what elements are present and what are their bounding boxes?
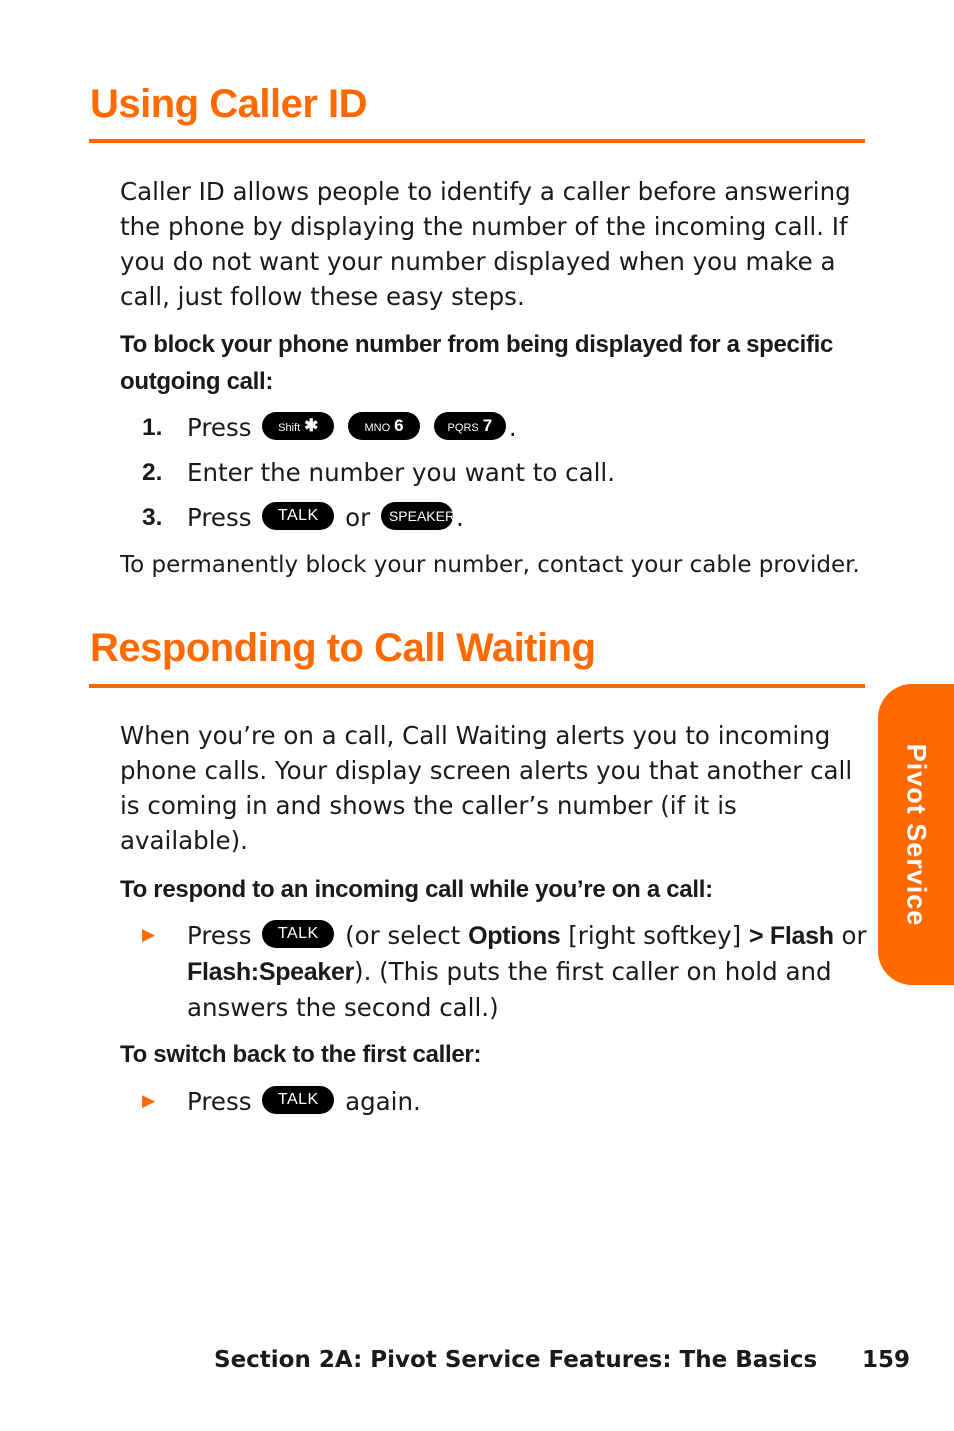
step-number: 3.: [142, 504, 163, 531]
talk-key-icon: TALK: [262, 502, 334, 530]
step-text: Enter the number you want to call.: [187, 458, 615, 487]
section-title-call-waiting: Responding to Call Waiting: [90, 626, 596, 670]
talk-key-icon: TALK: [262, 920, 334, 948]
caller-id-intro: Caller ID allows people to identify a caller before answering the phone by displaying the number of the incoming call. If you do not want your number displayed when you make a call, just follow these easy steps.: [120, 177, 851, 311]
step-number: 2.: [142, 459, 163, 486]
side-tab-label: Pivot Service: [901, 743, 932, 926]
respond-lead: To respond to an incoming call while you’re on a call:: [120, 876, 713, 903]
shift-star-key-icon: Shift ✱: [262, 412, 334, 440]
block-number-lead: To block your phone number from being displayed for a specific outgoing call:: [120, 331, 834, 395]
page-footer: [214, 1345, 910, 1375]
title-rule: [89, 139, 865, 143]
section-title-caller-id: Using Caller ID: [90, 82, 368, 126]
talk-key-icon: TALK: [262, 1086, 334, 1114]
bullet-arrow-icon: ▶: [142, 925, 156, 945]
side-tab-pivot-service: [878, 684, 954, 985]
call-waiting-intro: When you’re on a call, Call Waiting alerts you to incoming phone calls. Your display screen alerts you that another call is coming in and shows the caller’s number (if it is available).: [120, 721, 853, 855]
pqrs-7-key-icon: PQRS 7: [434, 412, 506, 440]
speaker-key-icon: SPEAKER: [381, 502, 453, 530]
switch-back-lead: To switch back to the first caller:: [120, 1041, 482, 1068]
step-number: 1.: [142, 414, 163, 441]
bullet-arrow-icon: ▶: [142, 1091, 156, 1111]
step-text: Press: [187, 503, 252, 532]
footer-section: Section 2A: Pivot Service Features: The Basics: [214, 1347, 818, 1373]
block-note: To permanently block your number, contact your cable provider.: [120, 552, 860, 578]
mno-6-key-icon: MNO 6: [348, 412, 420, 440]
step-text: Press: [187, 413, 252, 442]
title-rule: [89, 684, 865, 688]
page-number: 159: [861, 1347, 910, 1373]
